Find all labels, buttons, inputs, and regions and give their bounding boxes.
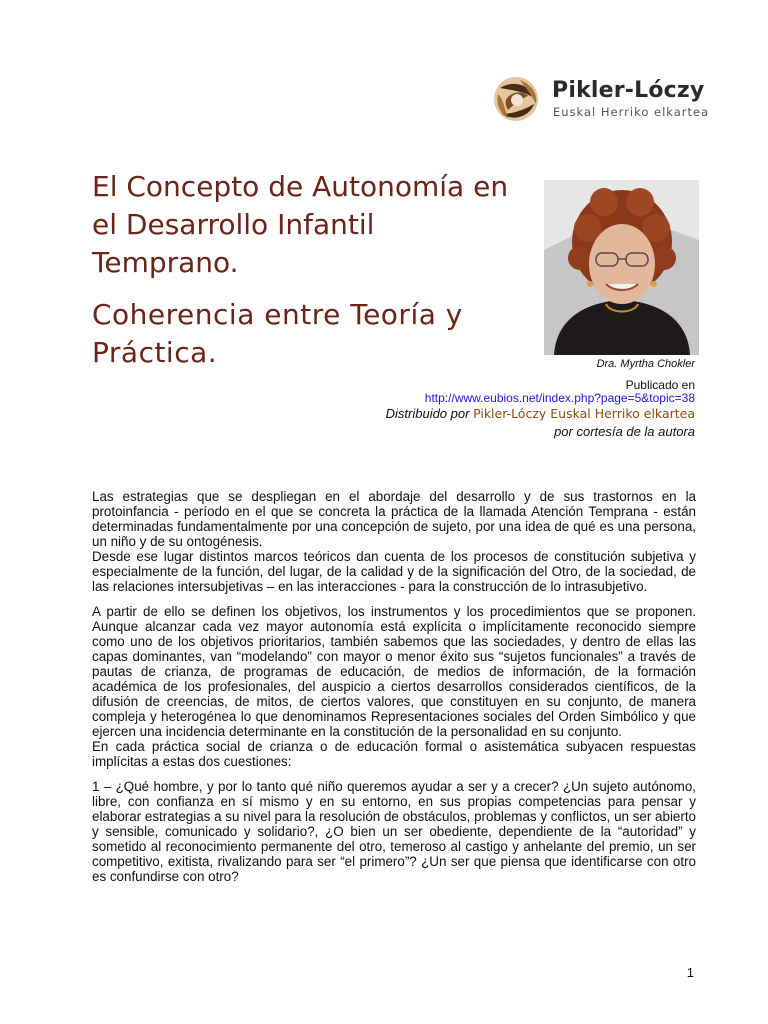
body-text [92,489,696,884]
knot-sphere-icon [490,74,542,124]
paragraph: Las estrategias que se despliegan en el abordaje del desarrollo y de sus trastornos en la protoinfancia - período en el que se concreta la práctica de la llamada Atención Temprana - están determinadas fundamentalmente por una concepción de sujeto, por una idea de qué es una persona, un niño y de su ontogénesis. [92,489,696,549]
distributor-name: Pikler-Lóczy Euskal Herriko elkartea [473,406,695,421]
paragraph: A partir de ello se definen los objetivos, los instrumentos y los procedimientos que se proponen. Aunque alcanzar cada vez mayor autonomía está explícita o implícitamente reconocido siempre como uno de los objetivos prioritarios, también sabemos que las sociedades, y dentro de ellas las capas dominantes, van “modelando” con mayor o menor éxito sus “sujetos funcionales” a través de pautas de crianza, de programas de educación, de medios de información, de la formación académica de los profesionales, del auspicio a ciertos desarrollos considerados científicos, de la difusión de creencias, de mitos, de ciertos valores, que constituyen en su conjunto, de manera compleja y heterogénea lo que denominamos Representaciones sociales del Orden Simbólico y que ejercen una incidencia determinante en la constitución de la personalidad en su conjunto. [92,604,696,739]
logo-name: Pikler-Lóczy [552,78,705,103]
document-subtitle: Coherencia entre Teoría y Práctica. [92,298,463,369]
distribution-line [275,406,695,421]
source-link[interactable]: http://www.eubios.net/index.php?page=5&topic=38 [424,391,695,405]
paragraph: Desde ese lugar distintos marcos teóricos dan cuenta de los procesos de constitución subjetiva y especialmente de la función, del lugar, de la calidad y de la significación del Otro, de la sociedad, de las relaciones intersubjetivas – en las interacciones - para la construcción de lo intrasubjetivo. [92,549,696,594]
author-portrait-image [544,180,699,355]
author-photo [544,180,699,355]
paragraph: En cada práctica social de crianza o de educación formal o asistemática subyacen respuestas implícitas a estas dos cuestiones: [92,739,696,769]
distributed-prefix: Distribuido por [385,406,470,421]
page-number: 1 [686,965,694,980]
published-label: Publicado en [625,378,695,392]
photo-caption: Dra. Myrtha Chokler [596,358,695,370]
logo-subtitle: Euskal Herriko elkartea [553,105,710,119]
logo [490,72,710,128]
document-title: El Concepto de Autonomía en el Desarrollo Infantil Temprano. [92,170,509,279]
paragraph: 1 – ¿Qué hombre, y por lo tanto qué niño queremos ayudar a ser y a crecer? ¿Un sujeto autónomo, libre, con confianza en sí mismo y en su entorno, en sus propias competencias para pensar y elaborar estrategias a su nivel para la resolución de obstáculos, problemas y conflictos, un ser abierto y sensible, comunicado y solidario?, ¿O bien un ser obediente, dependiente de la “autoridad” y sometido al reconocimiento permanente del otro, temeroso al castigo y anhelante del premio, un ser competitivo, exitista, rivalizando para ser “el primero”? ¿Un ser que piensa que identificarse con otro es confundirse con otro? [92,779,696,884]
courtesy-line: por cortesía de la autora [554,424,695,439]
